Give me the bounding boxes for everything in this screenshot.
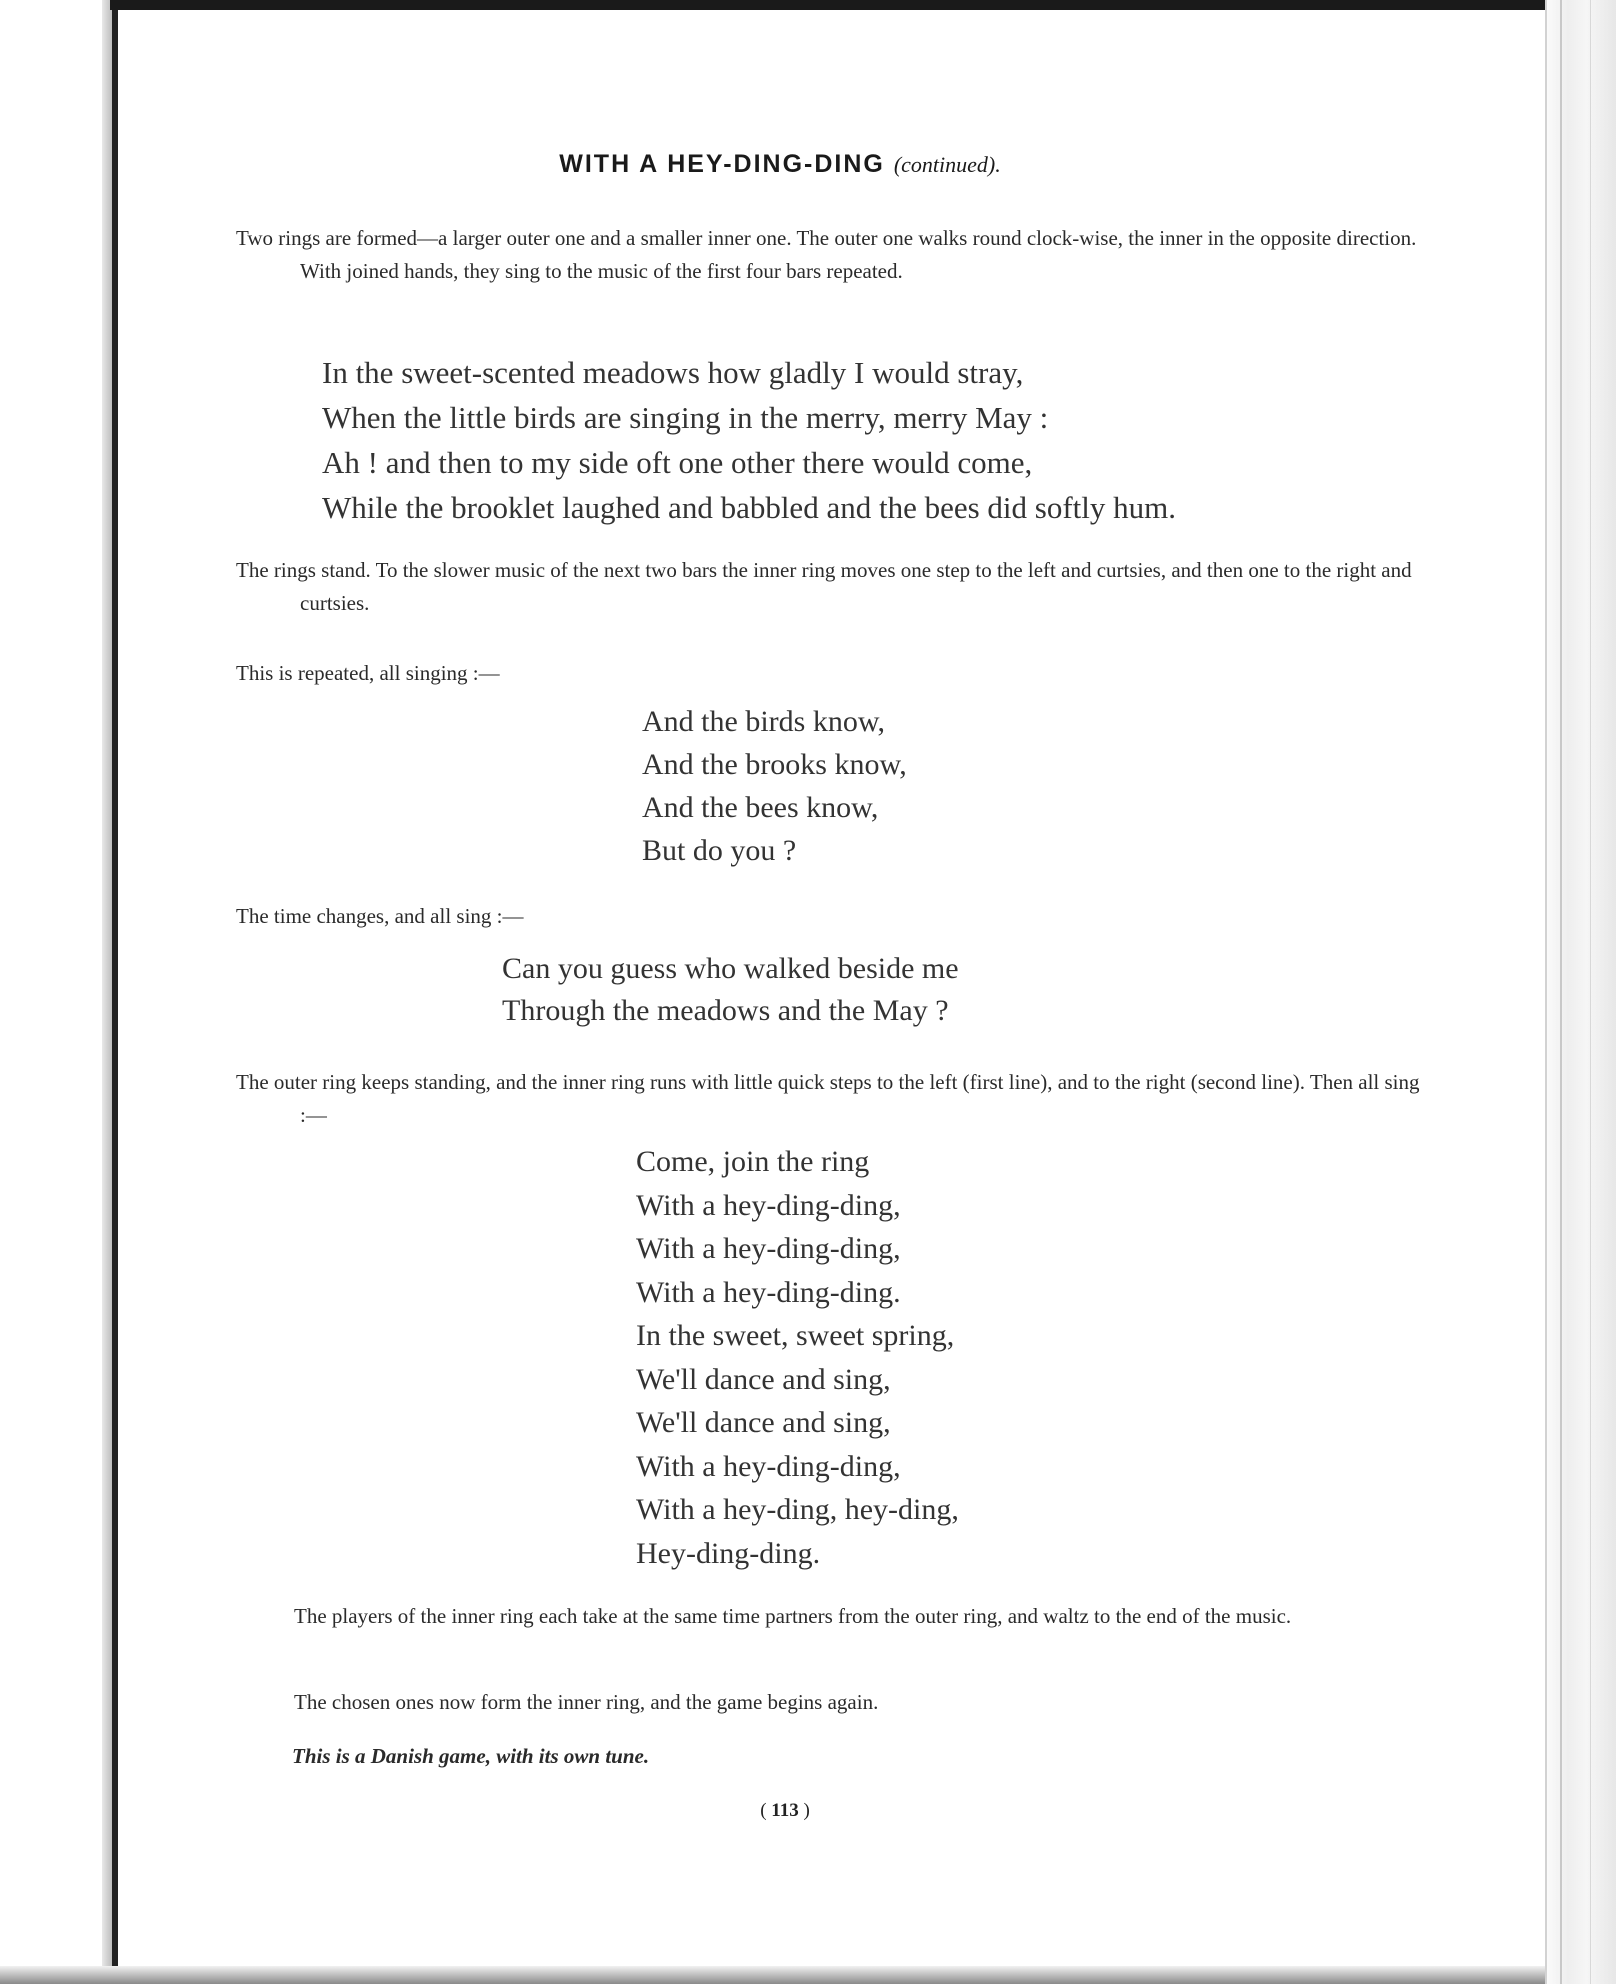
page-gutter-shadow	[102, 0, 112, 1984]
verse-line: When the little birds are singing in the merry, merry May :	[322, 400, 1049, 435]
paragraph-players-waltz: The players of the inner ring each take at the same time partners from the outer ring, and waltz to the end of the music.	[294, 1604, 1292, 1628]
verse-line: We'll dance and sing,	[636, 1362, 891, 1396]
paragraph-repeated: This is repeated, all singing :—	[236, 661, 500, 685]
paragraph-chosen-ones: The chosen ones now form the inner ring, and the game begins again.	[294, 1690, 879, 1714]
verse-line: But do you ?	[642, 834, 797, 867]
page-number-value: 113	[771, 1800, 799, 1821]
verse-line: With a hey-ding, hey-ding,	[636, 1493, 959, 1526]
verse-line: And the bees know,	[642, 791, 879, 824]
title-continued: (continued).	[893, 152, 1001, 177]
verse-line: And the birds know,	[642, 705, 886, 738]
page-bottom-edge	[0, 1966, 1545, 1984]
verse-line: Can you guess who walked beside me	[502, 952, 959, 985]
verse-birds-know	[642, 700, 907, 872]
verse-line: With a hey-ding-ding.	[636, 1275, 901, 1309]
verse-line: We'll dance and sing,	[636, 1406, 891, 1439]
page-left-edge	[112, 0, 118, 1984]
verse-line: And the brooks know,	[642, 748, 907, 781]
page-fore-edge-line-2	[1590, 0, 1591, 1984]
page-fore-edge-line	[1560, 0, 1562, 1984]
paragraph-danish-note: This is a Danish game, with its own tune.	[292, 1744, 650, 1768]
verse-guess	[502, 948, 959, 1032]
paragraph-rings-formed: Two rings are formed—a larger outer one and a smaller inner one. The outer one walks round clock-wise, the inner in the opposite direction. With joined hands, they sing to the music of the first four bars repeated.	[236, 226, 1417, 283]
verse-line: While the brooklet laughed and babbled and the bees did softly hum.	[322, 490, 1176, 525]
paragraph-rings-stand: The rings stand. To the slower music of the next two bars the inner ring moves one step to the left and curtsies, and then one to the right and curtsies.	[236, 558, 1412, 615]
verse-line: In the sweet-scented meadows how gladly I would stray,	[322, 355, 1024, 390]
verse-line: With a hey-ding-ding,	[636, 1188, 901, 1222]
page-number	[0, 1800, 1570, 1822]
page-title	[0, 150, 1560, 179]
title-text: WITH A HEY-DING-DING	[559, 150, 885, 178]
verse-line: With a hey-ding-ding,	[636, 1232, 901, 1265]
verse-join-ring	[636, 1140, 959, 1575]
page-number-open: (	[760, 1800, 767, 1821]
verse-line: Come, join the ring	[636, 1145, 870, 1178]
page-top-edge	[110, 0, 1560, 10]
verse-line: Through the meadows and the May ?	[502, 994, 949, 1027]
page-right-edge	[1545, 0, 1616, 1984]
page-number-close: )	[803, 1800, 810, 1821]
verse-line: Hey-ding-ding.	[636, 1536, 821, 1570]
verse-line: With a hey-ding-ding,	[636, 1449, 901, 1483]
paragraph-outer-ring: The outer ring keeps standing, and the inner ring runs with little quick steps to the left (first line), and to the right (second line). Then all sing :—	[236, 1070, 1420, 1127]
verse-meadows	[322, 350, 1176, 530]
verse-line: Ah ! and then to my side oft one other there would come,	[322, 445, 1033, 480]
verse-line: In the sweet, sweet spring,	[636, 1319, 955, 1352]
paragraph-time-changes: The time changes, and all sing :—	[236, 904, 524, 928]
